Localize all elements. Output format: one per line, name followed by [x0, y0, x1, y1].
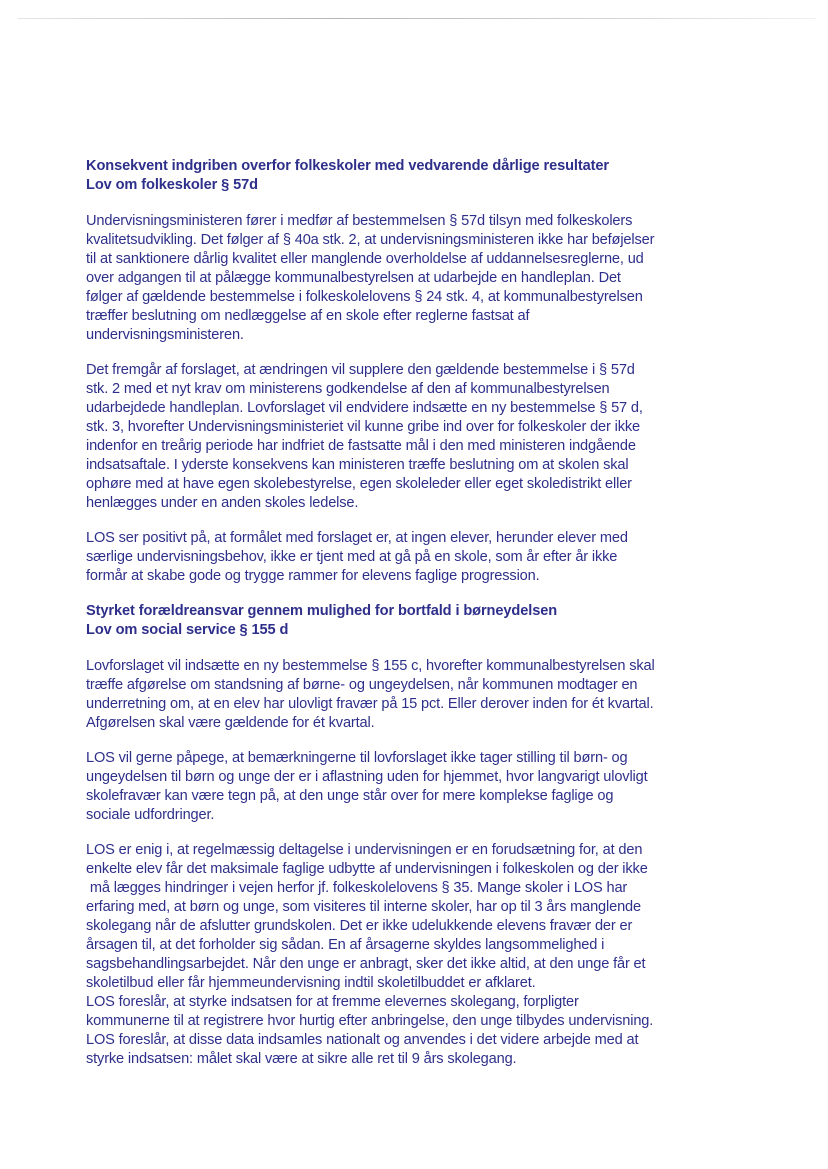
section-title: Styrket forældreansvar gennem mulighed for bortfald i børneydelsen	[86, 603, 558, 619]
text-line: styrke indsatsen: målet skal være at sikre alle ret til 9 års skolegang.	[86, 1051, 517, 1067]
text-line: skolegang når de afslutter grundskolen. Det er ikke udelukkende elevens fravær der er	[86, 918, 633, 934]
section-heading-folkeskoler	[86, 157, 736, 195]
text-line: kommunerne til at registrere hvor hurtig efter anbringelse, den unge tilbydes undervisning.	[86, 1013, 654, 1029]
text-line: LOS foreslår, at disse data indsamles nationalt og anvendes i det videre arbejde med at	[86, 1032, 639, 1048]
text-line: over adgangen til at pålægge kommunalbestyrelsen at udarbejde en handleplan. Det	[86, 270, 621, 286]
text-line: stk. 3, hvorefter Undervisningsministeriet vil kunne gribe ind over for folkeskoler der ikke	[86, 419, 640, 435]
text-line: Undervisningsministeren fører i medfør af bestemmelsen § 57d tilsyn med folkeskolers	[86, 213, 633, 229]
text-line: skolefravær kan være tegn på, at den unge står over for mere komplekse faglige og	[86, 788, 614, 804]
paragraph	[86, 657, 736, 733]
text-line: underretning om, at en elev har ulovligt fravær på 15 pct. Eller derover inden for ét kvartal.	[86, 696, 654, 712]
document-body	[86, 157, 736, 1069]
text-line: indsatsaftale. I yderste konsekvens kan ministeren træffe beslutning om at skolen skal	[86, 457, 629, 473]
text-line: LOS foreslår, at styrke indsatsen for at fremme elevernes skolegang, forpligter	[86, 994, 579, 1010]
text-line: sociale udfordringer.	[86, 807, 215, 823]
text-line: ungeydelsen til børn og unge der er i aflastning uden for hjemmet, hvor langvarigt ulovligt	[86, 769, 648, 785]
text-line: formår at skabe gode og trygge rammer for elevens faglige progression.	[86, 568, 540, 584]
paragraph	[86, 841, 736, 1069]
section-law-reference: Lov om folkeskoler § 57d	[86, 177, 258, 193]
text-line: stk. 2 med et nyt krav om ministerens godkendelse af den af kommunalbestyrelsen	[86, 381, 610, 397]
text-line: årsagen til, at det forholder sig sådan. En af årsagerne skyldes langsommelighed i	[86, 937, 605, 953]
text-line: LOS er enig i, at regelmæssig deltagelse i undervisningen er en forudsætning for, at den	[86, 842, 643, 858]
paragraph	[86, 749, 736, 825]
text-line: undervisningsministeren.	[86, 327, 244, 343]
section-heading-boerneydelse	[86, 602, 736, 640]
text-line: indenfor en treårig periode har indfriet de fastsatte mål i den med ministeren indgående	[86, 438, 636, 454]
text-line: til at sanktionere dårlig kvalitet eller manglende overholdelse af uddannelsesreglerne, ud	[86, 251, 644, 267]
text-line: Det fremgår af forslaget, at ændringen vil supplere den gældende bestemmelse i § 57d	[86, 362, 635, 378]
text-line: ophøre med at have egen skolebestyrelse, egen skoleleder eller eget skoledistrikt eller	[86, 476, 632, 492]
section-law-reference: Lov om social service § 155 d	[86, 622, 289, 638]
text-line: følger af gældende bestemmelse i folkeskolelovens § 24 stk. 4, at kommunalbestyrelsen	[86, 289, 643, 305]
text-line: enkelte elev får det maksimale faglige udbytte af undervisningen i folkeskolen og der ikke	[86, 861, 648, 877]
text-line: træffe afgørelse om standsning af børne- og ungeydelsen, når kommunen modtager en	[86, 677, 638, 693]
text-line: udarbejdede handleplan. Lovforslaget vil endvidere indsætte en ny bestemmelse § 57 d,	[86, 400, 643, 416]
text-line: LOS vil gerne påpege, at bemærkningerne til lovforslaget ikke tager stilling til børn- og	[86, 750, 628, 766]
text-line: særlige undervisningsbehov, ikke er tjent med at gå på en skole, som år efter år ikke	[86, 549, 618, 565]
text-line: skoletilbud eller får hjemmeundervisning indtil skoletilbuddet er afklaret.	[86, 975, 536, 991]
text-line: kvalitetsudvikling. Det følger af § 40a stk. 2, at undervisningsministeren ikke har beføjelser	[86, 232, 655, 248]
text-line: må lægges hindringer i vejen herfor jf. folkeskolelovens § 35. Mange skoler i LOS har	[86, 880, 628, 896]
text-line: LOS ser positivt på, at formålet med forslaget er, at ingen elever, herunder elever med	[86, 530, 628, 546]
text-line: Afgørelsen skal være gældende for ét kvartal.	[86, 715, 375, 731]
text-line: henlægges under en anden skoles ledelse.	[86, 495, 359, 511]
paragraph	[86, 212, 736, 345]
text-line: sagsbehandlingsarbejdet. Når den unge er anbragt, sker det ikke altid, at den unge får et	[86, 956, 646, 972]
text-line: erfaring med, at børn og unge, som visiteres til interne skoler, har op til 3 års manglende	[86, 899, 641, 915]
scan-edge-line	[18, 18, 816, 19]
section-title: Konsekvent indgriben overfor folkeskoler med vedvarende dårlige resultater	[86, 158, 610, 174]
paragraph	[86, 361, 736, 513]
paragraph	[86, 529, 736, 586]
text-line: Lovforslaget vil indsætte en ny bestemmelse § 155 c, hvorefter kommunalbestyrelsen skal	[86, 658, 655, 674]
text-line: træffer beslutning om nedlæggelse af en skole efter reglerne fastsat af	[86, 308, 530, 324]
